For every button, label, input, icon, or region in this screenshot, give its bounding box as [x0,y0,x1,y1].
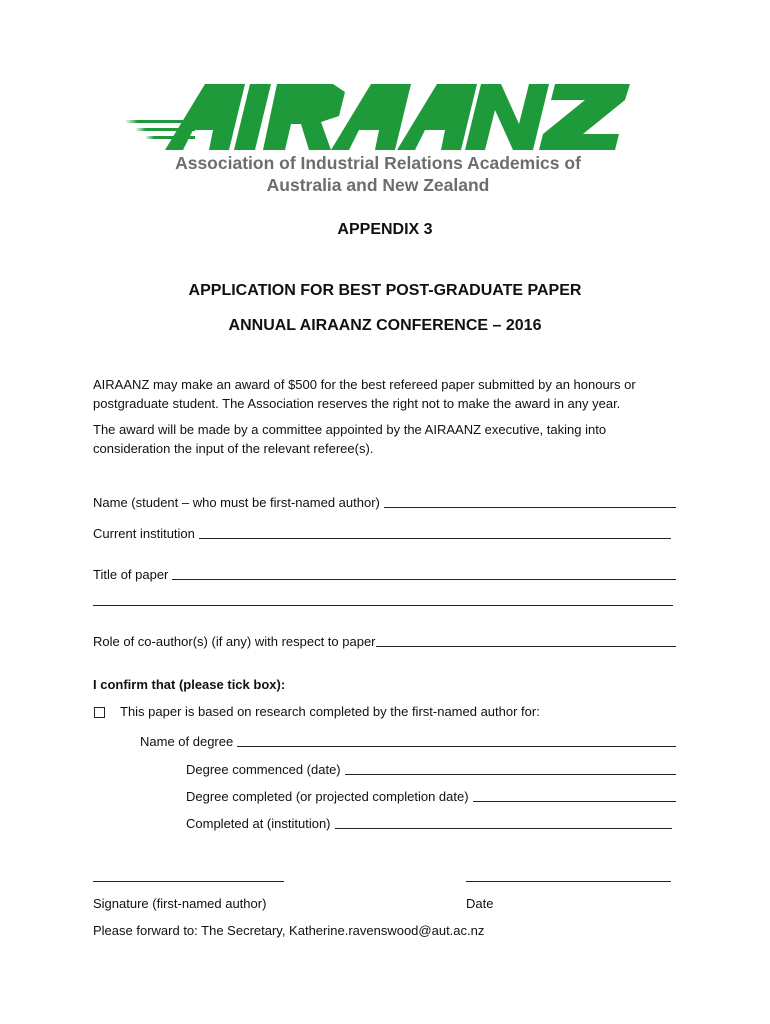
institution-input-line[interactable] [199,525,671,539]
degree-name-field[interactable] [140,731,676,749]
intro-paragraph-2: The award will be made by a committee appointed by the AIRAANZ executive, taking into consideration the input of the relevant referee(s). [93,422,607,456]
name-field[interactable] [93,492,676,510]
degree-completed-input-line[interactable] [473,788,676,802]
degree-completed-label: Degree completed (or projected completion date) [186,789,469,804]
paper-title-field[interactable] [93,564,676,582]
completed-at-input-line[interactable] [335,815,672,829]
logo-subtitle-line2: Australia and New Zealand [266,175,490,195]
degree-commenced-field[interactable] [186,759,676,777]
form-title: APPLICATION FOR BEST POST-GRADUATE PAPER [188,282,582,299]
degree-name-input-line[interactable] [237,733,676,747]
completed-at-label: Completed at (institution) [186,816,331,831]
coauthor-role-input-line[interactable] [376,633,676,647]
confirm-checkbox-label: This paper is based on research completed by the first-named author for: [120,704,540,719]
completed-at-field[interactable] [186,813,672,831]
signature-label: Signature (first-named author) [93,896,267,911]
coauthor-role-field[interactable] [93,631,676,649]
institution-label: Current institution [93,526,195,541]
institution-field[interactable] [93,523,671,541]
degree-name-label: Name of degree [140,734,234,749]
intro-paragraph-1: AIRAANZ may make an award of $500 for the best refereed paper submitted by an honours or postgraduate student. The Association reserves the right not to make the award in any year. [93,377,636,411]
logo-subtitle-line1: Association of Industrial Relations Academics of [175,153,581,173]
forward-instructions: Please forward to: The Secretary, Katherine.ravenswood@aut.ac.nz [93,923,485,938]
signature-line[interactable] [93,881,284,882]
date-line[interactable] [466,881,671,882]
paper-title-input-line[interactable] [172,566,676,580]
degree-commenced-label: Degree commenced (date) [186,762,341,777]
degree-completed-field[interactable] [186,786,676,804]
logo-subtitle [138,152,618,196]
degree-commenced-input-line[interactable] [345,761,676,775]
name-label: Name (student – who must be first-named author) [93,495,380,510]
name-input-line[interactable] [384,494,676,508]
conference-heading: ANNUAL AIRAANZ CONFERENCE – 2016 [228,317,542,334]
confirm-heading: I confirm that (please tick box): [93,677,286,692]
paper-title-label: Title of paper [93,567,169,582]
appendix-heading: APPENDIX 3 [337,221,433,238]
coauthor-role-label: Role of co-author(s) (if any) with respect to paper [93,634,376,649]
paper-title-input-line-2[interactable] [93,605,673,606]
confirm-checkbox[interactable] [94,707,105,718]
date-label: Date [466,896,494,911]
